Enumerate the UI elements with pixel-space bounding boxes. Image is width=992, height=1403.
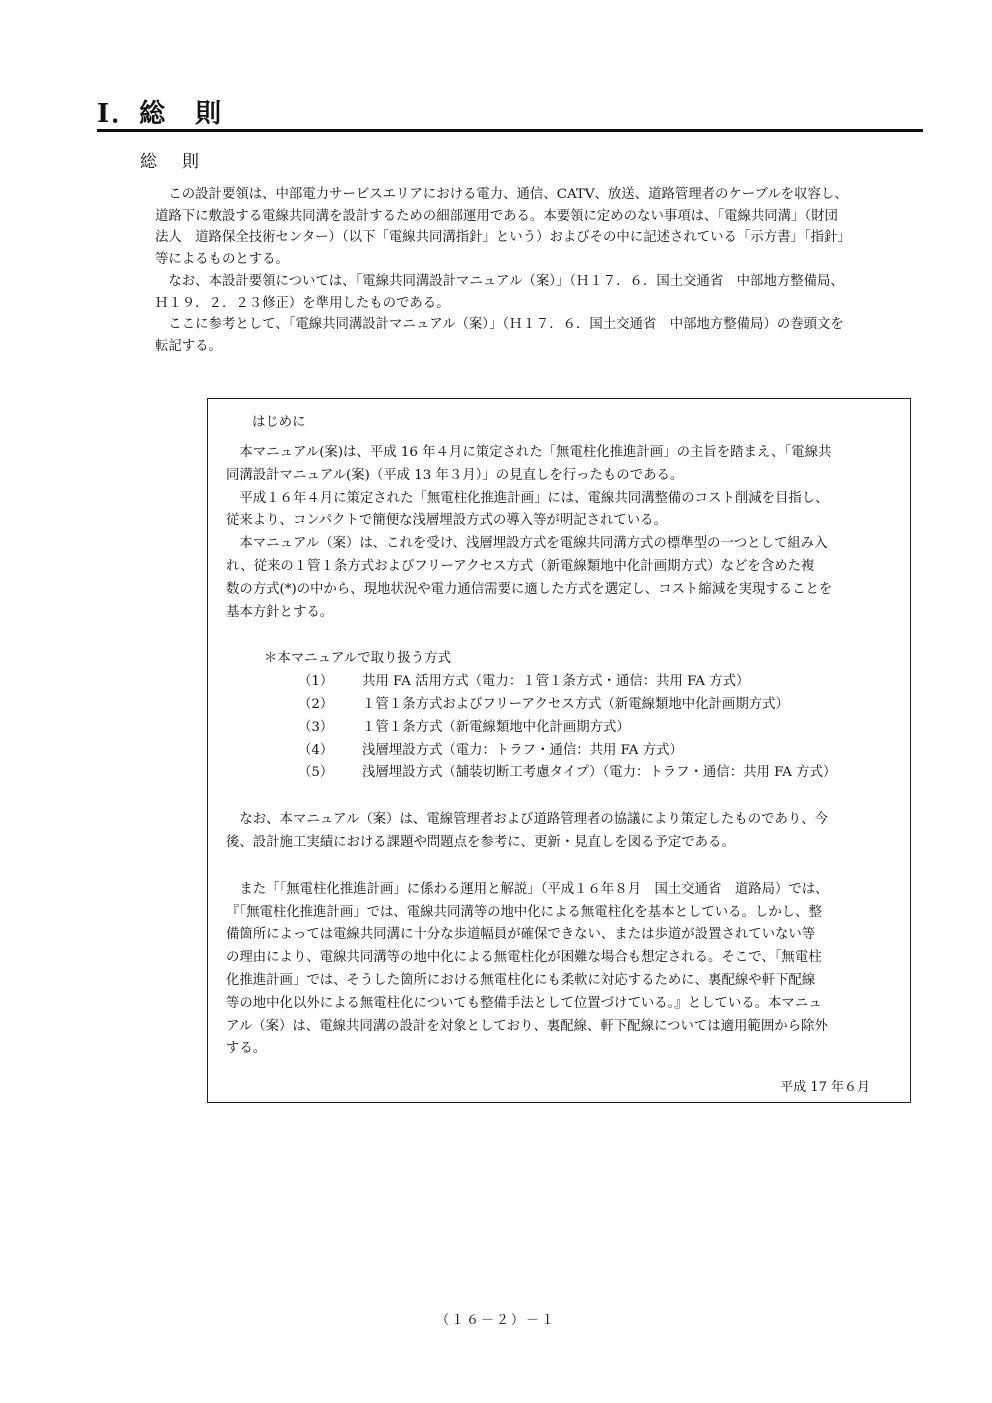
method-number: （3） <box>298 719 334 735</box>
method-item <box>226 694 906 717</box>
preface-line: 基本方針とする。 <box>226 604 334 620</box>
preface-line: 従来より、コンパクトで簡便な浅層埋設方式の導入等が明記されている。 <box>226 513 667 529</box>
preface-line: 本マニュアル（案）は、これを受け、浅層埋設方式を電線共同溝方式の標準型の一つとして組み入 <box>226 536 828 552</box>
method-item <box>226 762 906 785</box>
intro-paragraph <box>155 314 935 357</box>
preface-line: 等の地中化以外による無電柱化についても整備手法として位置づけている。』としている。本マニュ <box>226 995 822 1011</box>
method-text: 浅層埋設方式（電力：トラフ・通信：共用 FA 方式） <box>362 742 683 758</box>
intro-line: 法人 道路保全技術センター）（以下「電線共同溝指針」という）およびその中に記述されている「示方書」「指針」 <box>155 230 851 246</box>
method-text: 浅層埋設方式（舗装切断工考慮タイプ）（電力：トラフ・通信：共用 FA 方式） <box>362 765 837 781</box>
method-item <box>226 717 906 740</box>
intro-paragraph <box>155 184 935 271</box>
preface-line: 後、設計施工実績における課題や問題点を参考に、更新・見直しを図る予定である。 <box>226 834 735 850</box>
preface-line: する。 <box>226 1041 267 1057</box>
intro-line: Ｈ１９．２．２３修正）を準用したものである。 <box>155 295 450 311</box>
preface-line: アル（案）は、電線共同溝の設計を対象としており、裏配線、軒下配線については適用範囲から除外 <box>226 1018 828 1034</box>
preface-line: 同溝設計マニュアル(案)（平成 13 年３月）」の見直しを行ったものである。 <box>226 467 684 483</box>
preface-date: 平成 17 年６月 <box>780 1080 870 1095</box>
method-number: （1） <box>298 674 334 690</box>
preface-paragraph-3 <box>226 879 906 1061</box>
intro-line: 道路下に敷設する電線共同溝を設計するための細部運用である。本要領に定めのない事項は、「電線共同溝」（財団 <box>155 208 838 224</box>
preface-line: の理由により、電線共同溝等の地中化による無電柱化が困難な場合も想定される。そこで、「無電柱 <box>226 950 822 966</box>
preface-line: れ、従来の１管１条方式およびフリーアクセス方式（新電線類地中化計画期方式）などを含めた複 <box>226 558 815 574</box>
intro-line: ここに参考として、「電線共同溝設計マニュアル（案）」（Ｈ１７．６．国土交通省 中部地方整備局）の巻頭文を <box>168 317 844 333</box>
intro-line: 等によるものとする。 <box>155 252 289 268</box>
preface-paragraph-2 <box>226 809 906 855</box>
method-number: （5） <box>298 765 334 781</box>
preface-line: 備箇所によっては電線共同溝に十分な歩道幅員が確保できない、または歩道が設置されていない等 <box>226 927 816 943</box>
preface-line: 化推進計画」では、そうした箇所における無電柱化にも柔軟に対応するために、裏配線や軒下配線 <box>226 972 816 988</box>
preface-box <box>207 398 911 1103</box>
method-text: １管１条方式（新電線類地中化計画期方式） <box>362 719 630 735</box>
method-text: 共用 FA 活用方式（電力：１管１条方式・通信：共用 FA 方式） <box>362 674 750 690</box>
preface-line: 『「無電柱化推進計画」では、電線共同溝等の地中化による無電柱化を基本としている。しかし、整 <box>226 904 822 920</box>
method-number: （2） <box>298 696 334 712</box>
chapter-title: Ⅰ．総 則 <box>97 99 224 129</box>
preface-line: また「「無電柱化推進計画」に係わる運用と解説」（平成１６年８月 国土交通省 道路局）では、 <box>226 881 829 897</box>
intro-paragraph <box>155 271 935 314</box>
preface-heading: はじめに <box>252 415 306 430</box>
intro-line: この設計要領は、中部電力サービスエリアにおける電力、通信、CATV、放送、道路管理者のケーブルを収容し、 <box>168 187 848 202</box>
method-text: １管１条方式およびフリーアクセス方式（新電線類地中化計画期方式） <box>362 696 789 712</box>
method-item <box>226 740 906 763</box>
preface-paragraph-1 <box>226 442 906 624</box>
preface-line: 本マニュアル(案)は、平成 16 年４月に策定された「無電柱化推進計画」の主旨を踏まえ、「電線共 <box>226 445 832 460</box>
intro-text <box>155 184 935 358</box>
methods-heading: ＊本マニュアルで取り扱う方式 <box>264 651 451 667</box>
preface-line: 数の方式(*)の中から、現地状況や電力通信需要に適した方式を選定し、コスト縮減を実現することを <box>226 581 833 597</box>
method-number: （4） <box>298 742 334 758</box>
preface-line: なお、本マニュアル（案）は、電線管理者および道路管理者の協議により策定したものであり、今 <box>226 812 829 828</box>
preface-line: 平成１６年４月に策定された「無電柱化推進計画」には、電線共同溝整備のコスト削減を目指し、 <box>226 490 829 506</box>
method-item <box>226 671 906 694</box>
intro-line: なお、本設計要領については、「電線共同溝設計マニュアル（案）」（Ｈ１７．６．国土交通省 中部地方整備局、 <box>168 273 844 289</box>
page-number: （１６－２）－１ <box>435 1313 556 1328</box>
chapter-rule <box>97 129 923 132</box>
intro-line: 転記する。 <box>155 338 222 354</box>
section-title: 総 則 <box>140 152 203 172</box>
